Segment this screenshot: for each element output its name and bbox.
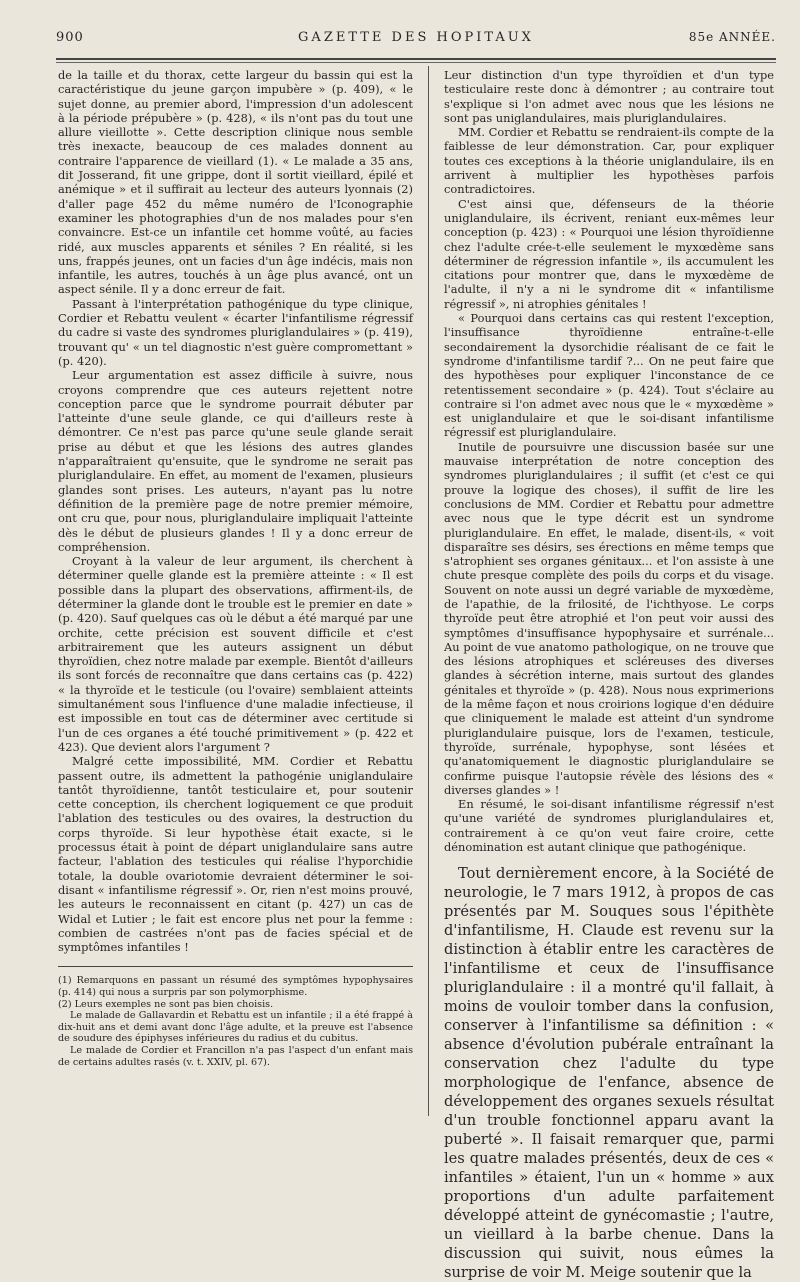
left-paragraph-3: Leur argumentation est assez difficile à suivre, nous croyons comprendre que ces auteurs rejettent notre conception parce que le syndrome pourrait débuter par l'atteinte d'une seule glande, ce qui d'ailleurs reste à démontrer. Ce n'est pas parce qu'une seule glande serait prise au début et que les lésions des autres glandes n'apparaîtraient qu'ensuite, que le syndrome ne serait pas pluriglandulaire. En effet, au moment de l'examen, plusieurs glandes sont prises. Les auteurs, n'ayant pas lu notre définition de la première page de notre premier mémoire, ont cru que, pour nous, pluriglandulaire impliquait l'atteinte dès le début de plusieurs glandes ! Il y a donc erreur de compréhension.: [58, 368, 413, 554]
footnote-3: Le malade de Gallavardin et Rebattu est un infantile ; il a été frappé à dix-huit ans et demi avant donc l'âge adulte, et la preuve est l'absence de soudure des épiphyses inférieures du radius et du cubitus.: [58, 1010, 413, 1045]
right-paragraph-6: En résumé, le soi-disant infantilisme régressif n'est qu'une variété de syndromes pluriglandulaires et, contrairement à ce qu'on veut faire croire, cette dénomination est autant clinique que pathogénique.: [444, 797, 774, 855]
footnote-rule: [58, 966, 413, 967]
footnote-1: (1) Remarquons en passant un résumé des symptômes hypophysaires (p. 414) qui nous a surpris par son polymorphisme.: [58, 975, 413, 998]
right-paragraph-5: Inutile de poursuivre une discussion basée sur une mauvaise interprétation de notre conception des syndromes pluriglandulaires ; il suffit (et c'est ce qui prouve la logique des choses), il suffit de lire les conclusions de MM. Cordier et Rebattu pour admettre avec nous que le type décrit est un syndrome pluriglandulaire. En effet, le malade, disent-ils, « voit disparaître ses désirs, ses érections en même temps que s'atrophient ses organes génitaux... et l'on assiste à une chute presque complète des poils du corps et du visage. Souvent on note aussi un degré variable de myxœdème, de l'apathie, de la frilosité, de l'ichthyose. Le corps thyroïde peut être atrophié et l'on peut voir aussi des symptômes d'insuffisance hypophysaire et surrénale... Au point de vue anatomo pathologique, on ne trouve que des lésions atrophiques et scléreuses des diverses glandes à sécrétion interne, mais surtout des glandes génitales et thyroïde » (p. 428). Nous nous exprimerions de la même façon et nous croirions logique d'en déduire que cliniquement le malade est atteint d'un syndrome pluriglandulaire puisque, lors de l'examen, testicule, thyroïde, surrénale, hypophyse, sont lésées et qu'anatomiquement le diagnostic pluriglandulaire se confirme puisque l'autopsie révèle des lésions des « diverses glandes » !: [444, 439, 774, 797]
footnote-4: Le malade de Cordier et Francillon n'a pas l'aspect d'un enfant mais de certains adultes rasés (v. t. XXIV, pl. 67).: [58, 1044, 413, 1068]
right-paragraph-4: « Pourquoi dans certains cas qui restent l'exception, l'insuffisance thyroïdienne entraîne-t-elle secondairement la dysorchidie réalisant de ce fait le syndrome d'infantilisme tardif ?... On ne peut faire que des hypothèses pour expliquer l'inconstance de ce retentissement secondaire » (p. 424). Tout s'éclaire au contraire si l'on admet avec nous que le « myxœdème » est uniglandulaire et que le soi-disant infantilisme régressif est pluriglandulaire.: [444, 311, 774, 440]
footnote-2: (2) Leurs exemples ne sont pas bien choisis.: [58, 998, 274, 1010]
left-paragraph-1: de la taille et du thorax, cette largeur du bassin qui est la caractéristique du jeune garçon impubère » (p. 409), « le sujet donne, au premier abord, l'impression d'un adolescent à la période prépubère » (p. 428), « ils n'ont pas du tout une allure vieillotte ». Cette description clinique nous semble très inexacte, beaucoup de ces malades donnent au contraire l'apparence de vieillard (1). « Le malade a 35 ans, dit Josserand, fit une grippe, dont il sortit vieillard, épilé et anémique » et il suffirait au lecteur des auteurs lyonnais (2) d'aller page 452 du même numéro de l'Iconographie examiner les photographies d'un de nos malades pour s'en convaincre. Est-ce un infantile cet homme voûté, au facies ridé, aux muscles apparents et séniles ? En réalité, si les uns, frappés jeunes, ont un facies d'un âge indécis, mais non infantile, les autres, touchés à un âge plus avancé, ont un aspect sénile. Il y a donc erreur de fait.: [58, 68, 413, 297]
year-label: 85e ANNÉE.: [688, 30, 776, 44]
column-divider: [428, 66, 429, 1116]
right-paragraph-1: Leur distinction d'un type thyroïdien et d'un type testiculaire reste donc à démontrer ; au contraire tout s'explique si l'on admet avec nous que les lésions ne sont pas uniglandulaires, mais pluriglandulaires.: [444, 68, 774, 125]
footnotes: [58, 975, 413, 1068]
right-paragraph-2: MM. Cordier et Rebattu se rendraient-ils compte de la faiblesse de leur démonstration. Car, pour expliquer toutes ces exceptions à la théorie uniglandulaire, ils en arrivent à multiplier les hypothèses parfois contradictoires.: [444, 125, 774, 197]
right-large-paragraph: Tout dernièrement encore, à la Société de neurologie, le 7 mars 1912, à propos de cas présentés par M. Souques sous l'épithète d'infantilisme, H. Claude est revenu sur la distinction à établir entre les caractères de l'infantilisme et ceux de l'insuffisance pluriglandulaire : il a montré qu'il fallait, à moins de vouloir tomber dans la confusion, conserver à l'infantilisme sa définition : « absence d'évolution pubérale entraînant la conservation chez l'adulte du type morphologique de l'enfance, absence de développement des organes sexuels résultat d'un trouble fonctionnel apparu avant la puberté ». Il faisait remarquer que, parmi les quatre malades présentés, deux de ces « infantiles » étaient, l'un un « homme » aux proportions d'un adulte parfaitement développé atteint de gynécomastie ; l'autre, un vieillard à la barbe chenue. Dans la discussion qui suivit, nous eûmes la surprise de voir M. Meige soutenir que la: [444, 865, 774, 1282]
journal-title: GAZETTE DES HOPITAUX: [298, 30, 534, 45]
right-column: [444, 68, 774, 1282]
header-rule-thin: [56, 62, 776, 63]
left-paragraph-2: Passant à l'interprétation pathogénique du type clinique, Cordier et Rebattu veulent « écarter l'infantilisme régressif du cadre si vaste des syndromes pluriglandulaires » (p. 419), trouvant qu' « un tel diagnostic n'est guère compromettant » (p. 420).: [58, 296, 413, 368]
page-number: 900: [56, 30, 84, 45]
right-paragraph-3: C'est ainsi que, défenseurs de la théorie uniglandulaire, ils écrivent, reniant eux-mêmes leur conception (p. 423) : « Pourquoi une lésion thyroïdienne chez l'adulte crée-t-elle seulement le myxœdème sans déterminer de régression infantile », ils accumulent les citations pour montrer que, dans le myxœdème de l'adulte, il n'y a ni le syndrome dit « infantilisme régressif », ni atrophies génitales !: [444, 196, 774, 311]
left-column: [58, 68, 413, 1123]
running-header: [56, 30, 776, 50]
header-rule: [56, 58, 776, 60]
left-paragraph-5: Malgré cette impossibilité, MM. Cordier et Rebattu passent outre, ils admettent la pathogénie uniglandulaire tantôt thyroïdienne, tantôt testiculaire et, pour soutenir cette conception, ils cherchent logiquement ce que produit l'ablation des testicules ou des ovaires, la destruction du corps thyroïde. Si leur hypothèse était exacte, si le processus était à point de départ uniglandulaire sans autre facteur, l'ablation des testicules qui réalise l'hyporchidie totale, la double ovariotomie devraient déterminer le soi-disant « infantilisme régressif ». Or, rien n'est moins prouvé, les auteurs le reconnaissent en citant (p. 427) un cas de Widal et Lutier ; le fait est encore plus net pour la femme : combien de castrées n'ont pas de facies spécial et de symptômes infantiles !: [58, 754, 413, 955]
left-paragraph-4: Croyant à la valeur de leur argument, ils cherchent à déterminer quelle glande est la première atteinte : « Il est possible dans la plupart des observations, affirment-ils, de déterminer la glande dont le trouble est le premier en date » (p. 420). Sauf quelques cas où le début a été marqué par une orchite, cette précision est souvent difficile et c'est arbitrairement que les auteurs assignent un début thyroïdien, chez notre malade par exemple. Bientôt d'ailleurs ils sont forcés de reconnaître que dans certains cas (p. 422) « la thyroïde et le testicule (ou l'ovaire) semblaient atteints simultanément sous l'influence d'une maladie infectieuse, il est impossible en tout cas de déterminer avec certitude si l'un de ces organes a été touché primitivement » (p. 422 et 423). Que devient alors l'argument ?: [58, 554, 413, 754]
